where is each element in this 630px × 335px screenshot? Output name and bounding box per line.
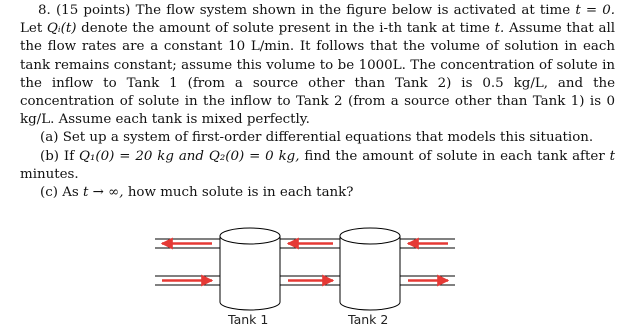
problem-number: 8.	[38, 3, 51, 18]
problem-statement	[20, 2, 615, 202]
part-b-time: t	[609, 148, 615, 164]
time-condition: t = 0.	[575, 3, 616, 18]
tank-1	[220, 228, 280, 310]
part-c-text-1: (c) As	[40, 185, 79, 201]
part-b	[20, 148, 615, 184]
tank-flow-diagram	[150, 222, 470, 332]
tank-2-label: Tank 2	[348, 312, 389, 327]
solute-function: Qᵢ(t)	[46, 21, 77, 37]
part-b-text-1: (b) If	[40, 148, 75, 164]
part-a: (a) Set up a system of first-order differential equations that models this situation.	[40, 130, 594, 146]
part-b-text-2: find the amount of solute in each tank after	[304, 148, 605, 164]
part-c-text-2: how much solute is in each tank?	[127, 185, 354, 201]
part-c	[20, 184, 615, 202]
time-variable: t.	[494, 21, 505, 37]
limit-expression: t → ∞,	[83, 185, 124, 201]
intro-text-2: Let	[20, 21, 43, 37]
problem-points: (15 points)	[55, 3, 131, 18]
intro-text-1: The flow system shown in the figure below is activated at time	[135, 3, 571, 18]
intro-text-3: denote the amount of solute present in the i-th tank at time	[81, 21, 490, 37]
tank-2	[340, 228, 400, 310]
problem-intro	[20, 2, 615, 129]
part-b-text-3: minutes.	[20, 166, 79, 182]
intro-text-4: Assume that all the flow rates are a constant 10 L/min. It follows that the volume of solution in each tank remains constant; assume this volume to be 1000L. The concentration of solute in the inflow to Tank 1 (from a source other than Tank 2) is 0.5 kg/L, and the concentration of solute in the inflow to Tank 2 (from a source other than Tank 1) is 0 kg/L. Assume each tank is mixed perfectly.	[20, 21, 616, 128]
initial-conditions: Q₁(0) = 20 kg and Q₂(0) = 0 kg,	[79, 148, 300, 164]
tank-1-label: Tank 1	[228, 312, 269, 327]
